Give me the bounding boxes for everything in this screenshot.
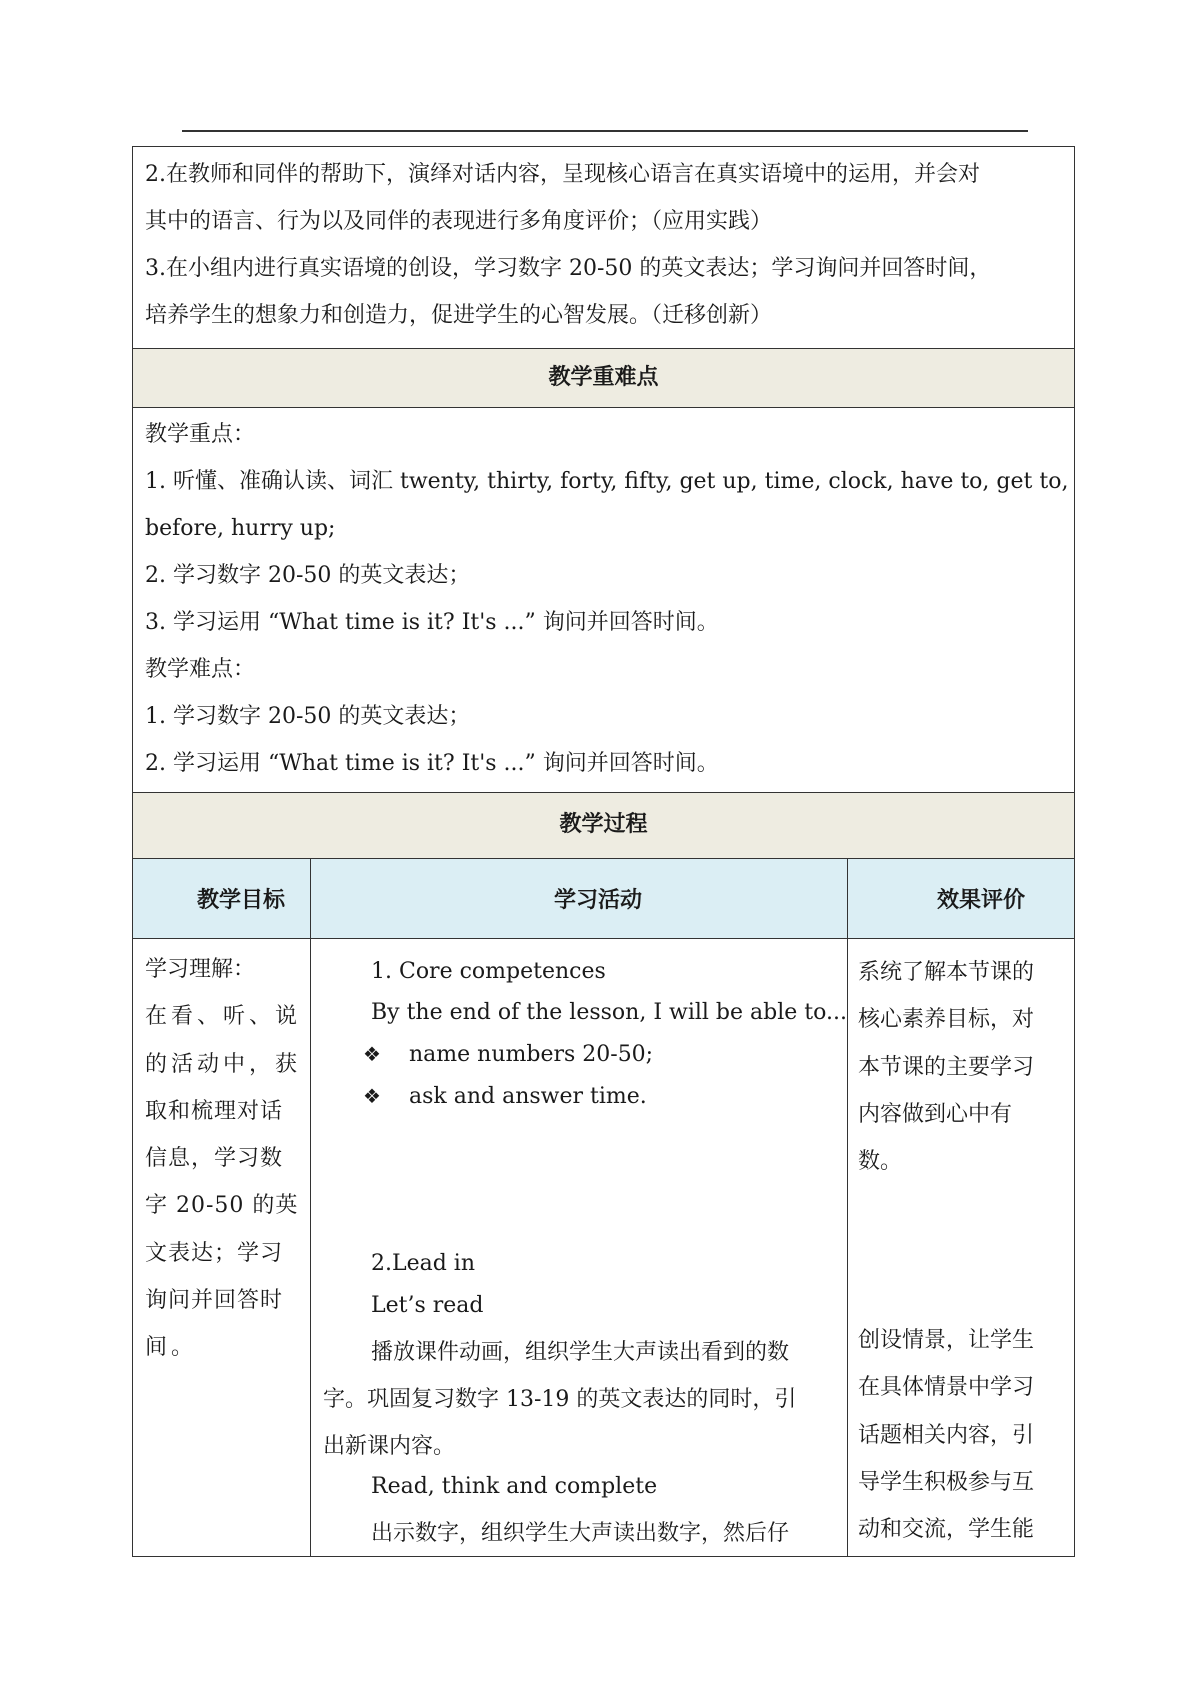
goal-line: 的活动中，获 xyxy=(145,1051,302,1077)
key-point-line: before, hurry up; xyxy=(145,516,336,541)
section-title-key-difficult: 教学重难点 xyxy=(133,349,1074,408)
evaluation-line: 话题相关内容，引 xyxy=(858,1422,1035,1448)
objective-line: 3.在小组内进行真实语境的创设，学习数字 20-50 的英文表达；学习询问并回答时间， xyxy=(145,256,992,281)
column-divider xyxy=(847,939,848,1556)
bullet-item: ask and answer time. xyxy=(409,1084,647,1109)
core-competences-intro: By the end of the lesson, I will be able to... xyxy=(371,1000,847,1025)
goal-line: 间。 xyxy=(145,1335,198,1361)
column-divider xyxy=(847,859,848,938)
evaluation-line: 创设情景，让学生 xyxy=(858,1328,1035,1353)
goal-line: 文表达；学习 xyxy=(145,1240,284,1266)
bullet-item: name numbers 20-50; xyxy=(409,1042,654,1067)
header-rule xyxy=(182,130,1028,132)
process-header-row xyxy=(133,859,1074,939)
key-point-line: 3. 学习运用 “What time is it? It's ...” 询问并回答时间。 xyxy=(145,610,719,635)
rtc-description-line: 出示数字，组织学生大声读出数字，然后仔 xyxy=(371,1521,790,1546)
evaluation-line: 本节课的主要学习 xyxy=(858,1054,1035,1080)
difficult-point-line: 2. 学习运用 “What time is it? It's ...” 询问并回答时间。 xyxy=(145,751,719,776)
goal-line: 字 20-50 的英 xyxy=(145,1193,299,1219)
evaluation-line: 数。 xyxy=(858,1149,903,1175)
evaluation-line: 核心素养目标，对 xyxy=(858,1007,1035,1033)
objective-line: 2.在教师和同伴的帮助下，演绎对话内容，呈现核心语言在真实语境中的运用，并会对 xyxy=(145,162,980,187)
key-difficult-content xyxy=(133,408,1074,793)
core-competences-title: 1. Core competences xyxy=(371,959,606,984)
header-activity: 学习活动 xyxy=(554,888,643,913)
read-description-line: 出新课内容。 xyxy=(323,1434,456,1459)
header-goal: 教学目标 xyxy=(197,888,286,913)
process-body-row xyxy=(133,939,1074,1556)
evaluation-cell xyxy=(858,949,1068,1185)
evaluation-line: 内容做到心中有 xyxy=(858,1101,1013,1127)
goal-line: 学习理解： xyxy=(145,957,256,982)
key-point-heading: 教学重点： xyxy=(145,422,256,447)
key-point-line: 2. 学习数字 20-50 的英文表达； xyxy=(145,563,471,588)
difficult-point-heading: 教学难点： xyxy=(145,657,256,682)
evaluation-line: 动和交流，学生能 xyxy=(858,1517,1035,1543)
evaluation-cell-2 xyxy=(858,1317,1068,1553)
objectives-cell xyxy=(133,147,1074,349)
read-think-complete-title: Read, think and complete xyxy=(371,1474,658,1499)
section-title-process: 教学过程 xyxy=(133,793,1074,859)
activity-cell xyxy=(311,939,847,1556)
objective-line: 其中的语言、行为以及同伴的表现进行多角度评价；（应用实践） xyxy=(145,209,773,234)
evaluation-line: 系统了解本节课的 xyxy=(858,960,1035,985)
read-description-line: 字。巩固复习数字 13-19 的英文表达的同时，引 xyxy=(323,1387,797,1412)
lets-read-title: Let’s read xyxy=(371,1293,484,1318)
goal-line: 询问并回答时 xyxy=(145,1288,284,1314)
key-point-line: 1. 听懂、准确认读、词汇 twenty, thirty, forty, fifty, get up, time, clock, have to, get to, xyxy=(145,469,1069,494)
goal-cell xyxy=(145,946,305,1372)
evaluation-line: 导学生积极参与互 xyxy=(858,1469,1035,1495)
goal-line: 取和梳理对话 xyxy=(145,1098,284,1124)
evaluation-line: 在具体情景中学习 xyxy=(858,1375,1035,1401)
bullet-diamond-icon: ❖ xyxy=(363,1042,381,1066)
lesson-plan-table xyxy=(132,146,1075,1557)
goal-line: 在看、听、说 xyxy=(145,1004,302,1030)
read-description-line: 播放课件动画，组织学生大声读出看到的数 xyxy=(371,1340,790,1365)
header-evaluation: 效果评价 xyxy=(937,888,1026,913)
difficult-point-line: 1. 学习数字 20-50 的英文表达； xyxy=(145,704,471,729)
objective-line: 培养学生的想象力和创造力，促进学生的心智发展。（迁移创新） xyxy=(145,303,773,328)
bullet-diamond-icon: ❖ xyxy=(363,1084,381,1108)
column-divider xyxy=(310,859,311,938)
lead-in-title: 2.Lead in xyxy=(371,1251,476,1276)
goal-line: 信息，学习数 xyxy=(145,1146,284,1172)
